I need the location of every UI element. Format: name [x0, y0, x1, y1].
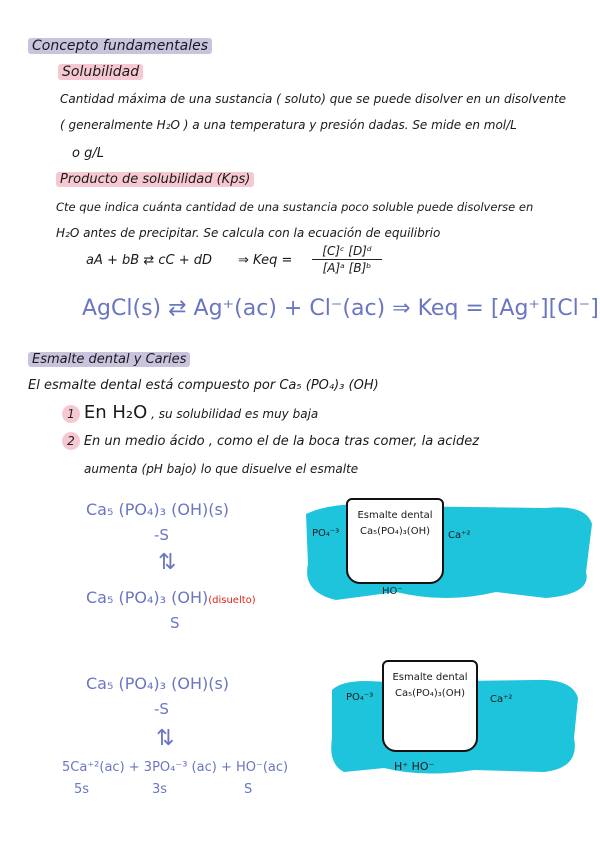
- tooth-2: [382, 660, 478, 752]
- eq1-reactant-change: -S: [154, 526, 169, 544]
- diagram1-hydroxide-ion: HO⁻: [382, 586, 403, 597]
- eq1-dissolved-tag: (disuelto): [208, 595, 256, 606]
- eq2-equilibrium-arrows: ⇅: [156, 726, 175, 751]
- solubility-heading: Solubilidad: [58, 64, 143, 80]
- eq2-reactant-change: -S: [154, 700, 169, 718]
- keq-fraction: [312, 244, 382, 275]
- keq-label: ⇒ Keq =: [238, 253, 293, 268]
- point-1-number: 1: [62, 405, 80, 423]
- diagram1-calcium-ion: Ca⁺²: [448, 530, 471, 541]
- eq1-product-s: S: [170, 614, 180, 632]
- point-2-number: 2: [62, 432, 80, 450]
- agcl-equilibrium-equation: AgCl(s) ⇄ Ag⁺(ac) + Cl⁻(ac) ⇒ Keq = [Ag⁺][Cl⁻]: [82, 296, 599, 321]
- point-2: [62, 432, 479, 450]
- section-title-fundamentals: Concepto fundamentales: [28, 38, 212, 54]
- eq2-s-hydroxide: S: [244, 782, 253, 797]
- eq1-product-formula: Ca₅ (PO₄)₃ (OH): [86, 588, 209, 607]
- keq-denominator: [A]ᵃ [B]ᵇ: [322, 261, 372, 275]
- eq2-reactant: Ca₅ (PO₄)₃ (OH)(s): [86, 674, 230, 693]
- eq2-products: 5Ca⁺²(ac) + 3PO₄⁻³ (ac) + HO⁻(ac): [62, 760, 289, 775]
- diagram2-hydrogen-hydroxide-ions: H⁺ HO⁻: [394, 760, 435, 773]
- eq1-reactant: Ca₅ (PO₄)₃ (OH)(s): [86, 500, 230, 519]
- tooth-2-formula: Ca₅(PO₄)₃(OH): [394, 688, 466, 699]
- kps-definition-line1: Cte que indica cuánta cantidad de una sustancia poco soluble puede disolverse en: [56, 200, 534, 214]
- eq2-s-calcium: 5s: [74, 782, 90, 797]
- solubility-definition-line1: Cantidad máxima de una sustancia ( soluto) que se puede disolver en un disolvente: [60, 92, 567, 106]
- point-1-text: , su solubilidad es muy baja: [151, 407, 319, 421]
- tooth-1-formula: Ca₅(PO₄)₃(OH): [359, 526, 431, 537]
- eq2-s-phosphate: 3s: [152, 782, 168, 797]
- kps-definition-line2: H₂O antes de precipitar. Se calcula con la ecuación de equilibrio: [56, 226, 441, 240]
- point-2-line1: En un medio ácido , como el de la boca tras comer, la acidez: [83, 434, 480, 449]
- solubility-definition-line2: ( generalmente H₂O ) a una temperatura y presión dadas. Se mide en mol/L: [60, 118, 517, 132]
- eq1-equilibrium-arrows: ⇅: [158, 550, 177, 575]
- enamel-diagram-1: [296, 494, 596, 606]
- kps-heading: Producto de solubilidad (Kps): [56, 172, 254, 187]
- diagram2-phosphate-ion: PO₄⁻³: [346, 692, 374, 703]
- tooth-1: [346, 498, 444, 584]
- point-1-big: En H₂O: [83, 402, 148, 423]
- keq-numerator: [C]ᶜ [D]ᵈ: [312, 244, 382, 260]
- tooth-2-label: Esmalte dental: [392, 672, 468, 683]
- solubility-definition-line3: o g/L: [72, 146, 104, 161]
- diagram2-calcium-ion: Ca⁺²: [490, 694, 513, 705]
- point-1: [62, 402, 318, 423]
- general-reaction: aA + bB ⇄ cC + dD: [86, 253, 212, 268]
- diagram1-phosphate-ion: PO₄⁻³: [312, 528, 340, 539]
- tooth-1-label: Esmalte dental: [357, 510, 433, 521]
- enamel-composition: El esmalte dental está compuesto por Ca₅ (PO₄)₃ (OH): [28, 378, 379, 393]
- eq1-product: [86, 588, 256, 607]
- point-2-line2: aumenta (pH bajo) lo que disuelve el esmalte: [84, 462, 359, 476]
- section-title-enamel: Esmalte dental y Caries: [28, 352, 190, 367]
